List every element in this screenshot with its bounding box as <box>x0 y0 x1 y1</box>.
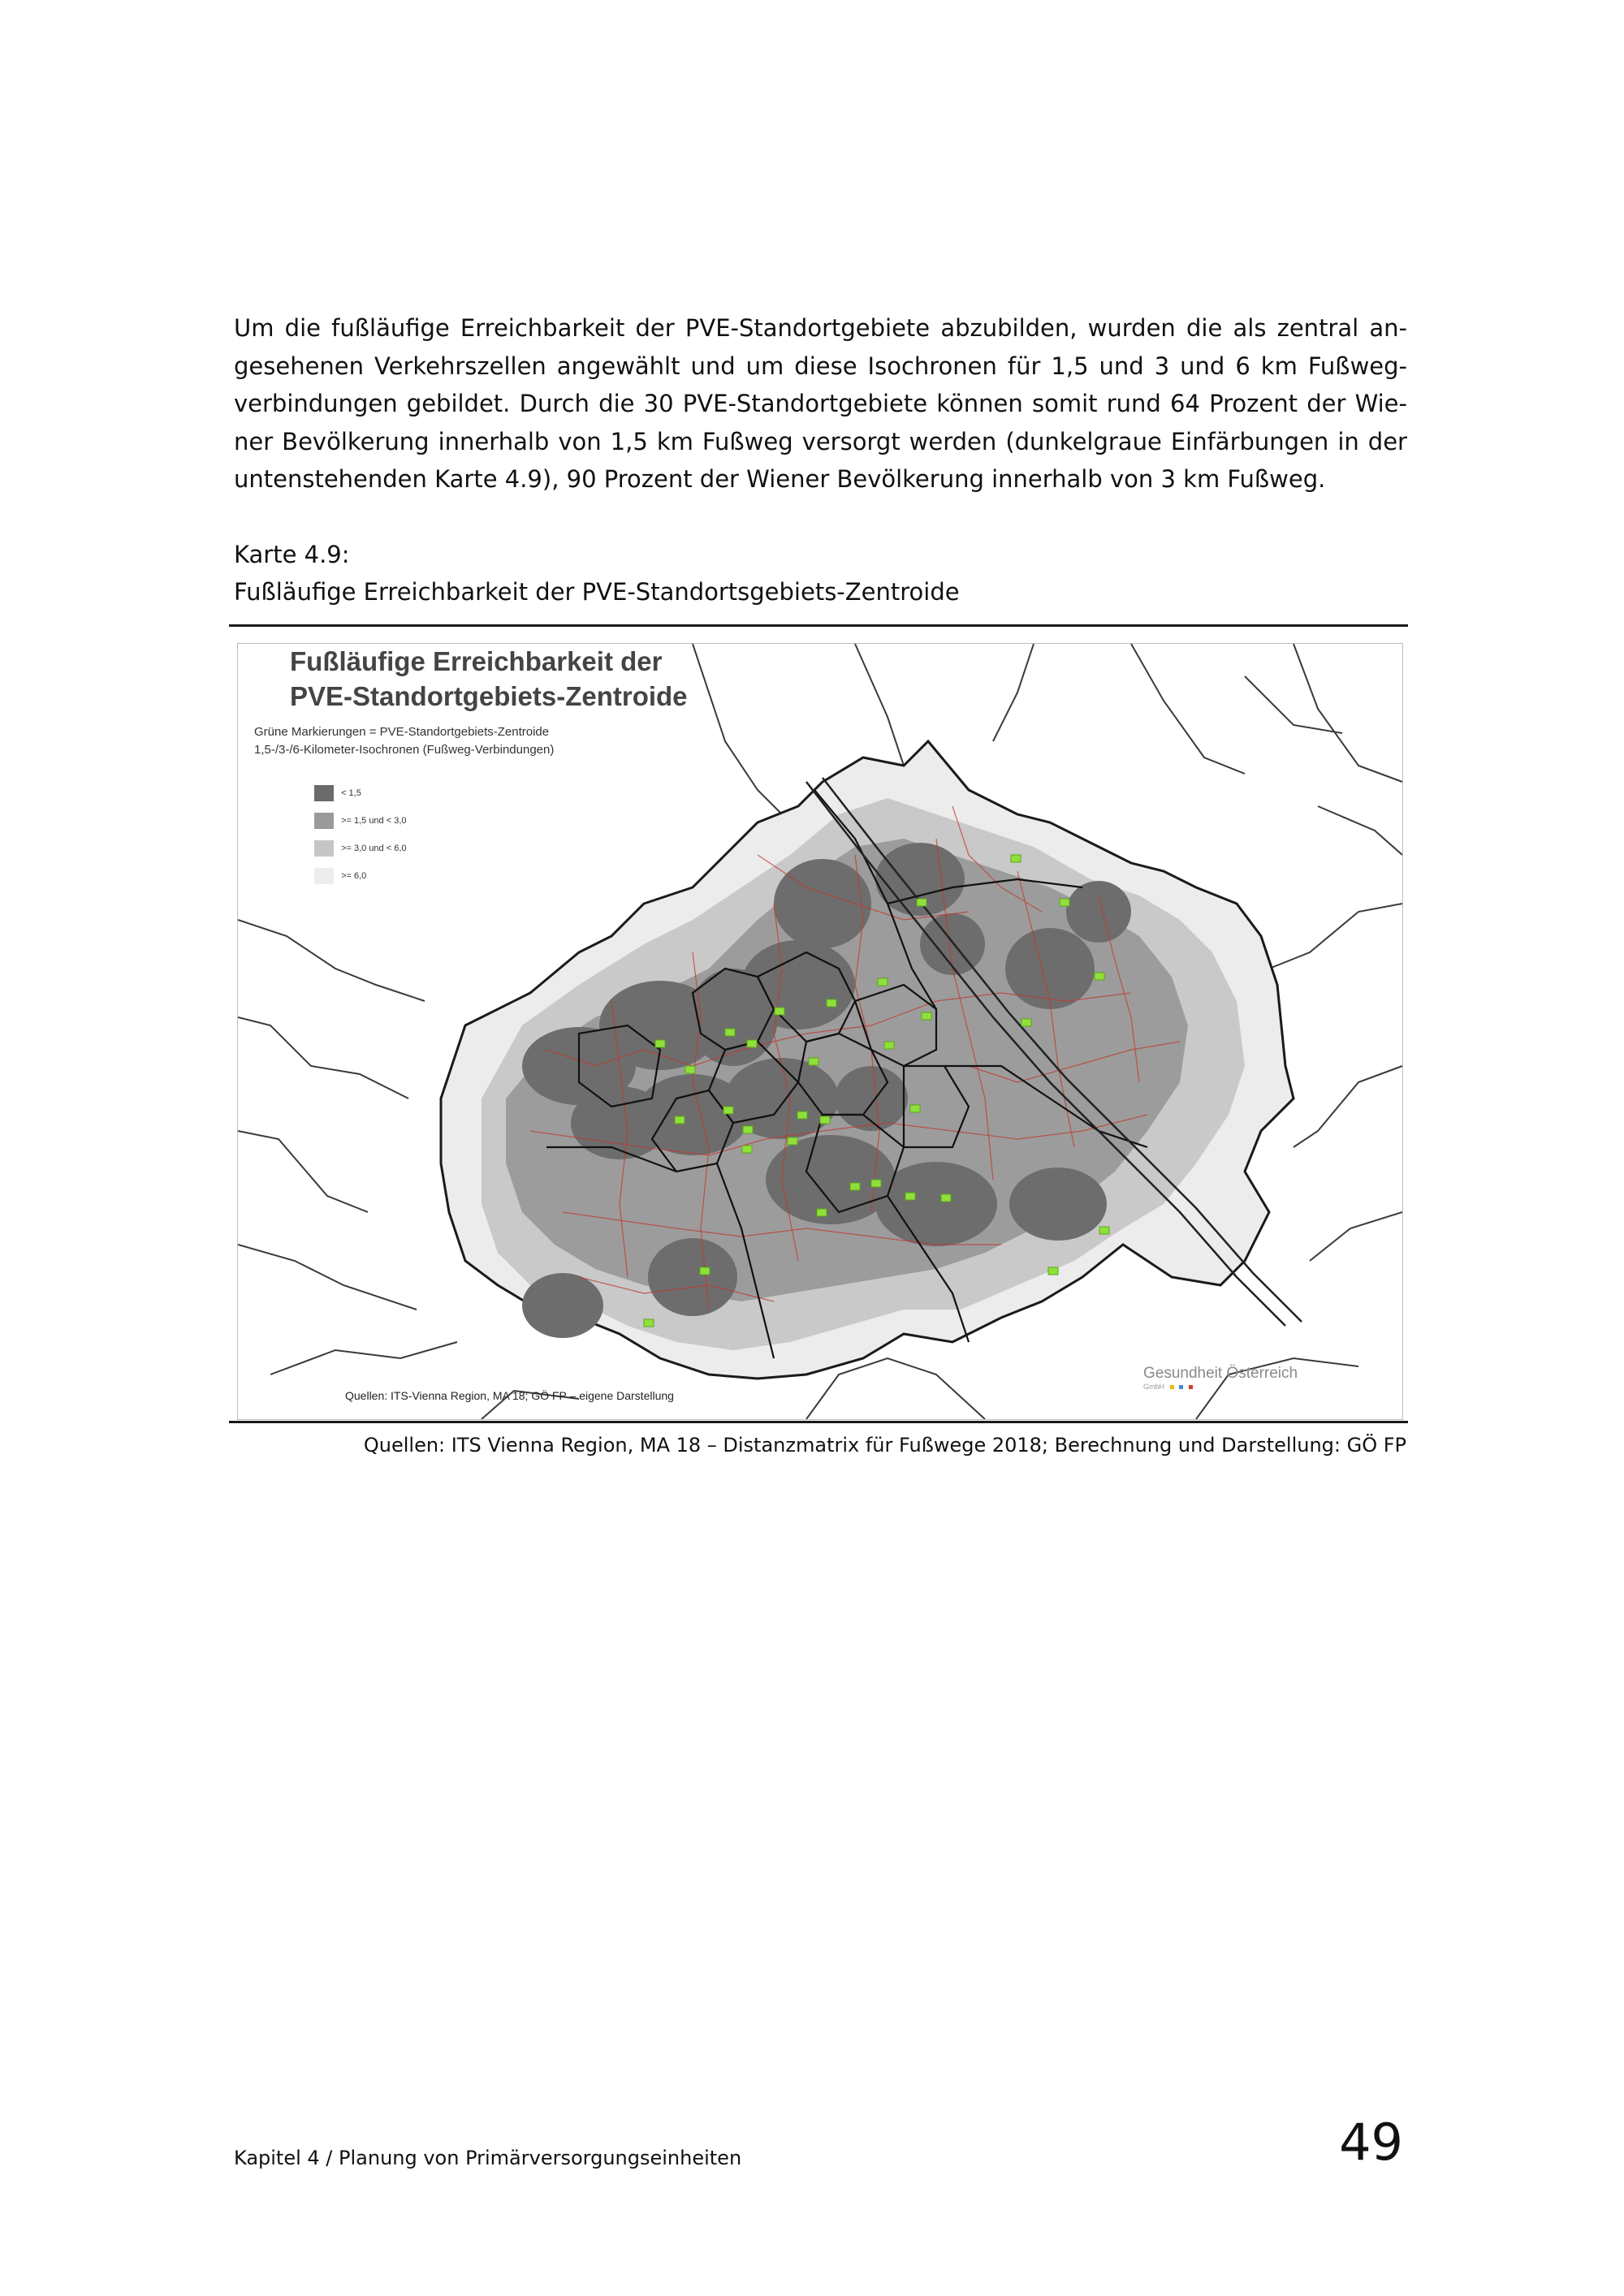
legend-item-label: >= 1,5 und < 3,0 <box>341 816 407 826</box>
paragraph-line: ner Bevölkerung innerhalb von 1,5 km Fußweg versorgt werden (dunkelgraue Einfärbungen in der <box>234 427 1407 455</box>
map-title <box>290 644 688 714</box>
vienna-map-graphic <box>238 644 1402 1419</box>
legend-swatch <box>314 868 334 884</box>
legend-item <box>314 783 361 803</box>
caption-label: Karte 4.9: <box>234 541 350 568</box>
legend-swatch <box>314 840 334 857</box>
legend-markers-text: Grüne Markierungen = PVE-Standortgebiets-Zentroide <box>254 725 550 739</box>
source-note: Quellen: ITS Vienna Region, MA 18 – Distanzmatrix für Fußwege 2018; Berechnung und Darstellung: GÖ FP <box>363 1434 1406 1457</box>
bottom-rule <box>229 1421 1408 1423</box>
logo-dot <box>1179 1385 1183 1389</box>
logo-text: Gesundheit Österreich <box>1143 1365 1298 1382</box>
paragraph-line: gesehenen Verkehrszellen angewählt und um diese Isochronen für 1,5 und 3 und 6 km Fußweg- <box>234 352 1407 380</box>
paragraph-line: untenstehenden Karte 4.9), 90 Prozent der Wiener Bevölkerung innerhalb von 3 km Fußweg. <box>234 465 1326 493</box>
map-title-line: Fußläufige Erreichbarkeit der <box>290 646 663 676</box>
logo-dot <box>1170 1385 1174 1389</box>
logo-gmbh: GmbH <box>1143 1383 1165 1391</box>
legend-item <box>314 839 407 858</box>
map-title-line: PVE-Standortgebiets-Zentroide <box>290 681 688 711</box>
legend-item <box>314 866 366 886</box>
goeg-logo <box>1143 1365 1298 1391</box>
logo-subtext <box>1143 1383 1298 1391</box>
logo-dot <box>1189 1385 1193 1389</box>
legend-item-label: >= 6,0 <box>341 871 367 881</box>
legend-item-label: >= 3,0 und < 6,0 <box>341 844 407 853</box>
top-rule <box>229 624 1408 627</box>
figure-caption <box>234 536 960 611</box>
legend-swatch <box>314 785 334 801</box>
body-paragraph <box>234 309 1407 498</box>
paragraph-line: Um die fußläufige Erreichbarkeit der PVE-Standortgebiete abzubilden, wurden die als zentral an- <box>234 314 1407 342</box>
map-figure <box>237 643 1403 1420</box>
legend-isochrones-text: 1,5-/3-/6-Kilometer-Isochronen (Fußweg-Verbindungen) <box>254 743 555 757</box>
footer-chapter: Kapitel 4 / Planung von Primärversorgungseinheiten <box>234 2147 742 2169</box>
paragraph-line: verbindungen gebildet. Durch die 30 PVE-Standortgebiete können somit rund 64 Prozent der Wie- <box>234 390 1407 417</box>
caption-title: Fußläufige Erreichbarkeit der PVE-Standortsgebiets-Zentroide <box>234 578 960 606</box>
legend-item-label: < 1,5 <box>341 788 361 798</box>
legend-swatch-box <box>308 774 486 902</box>
legend-swatch <box>314 813 334 829</box>
page-number: 49 <box>1339 2113 1403 2172</box>
legend-item <box>314 811 407 831</box>
map-source-text: Quellen: ITS-Vienna Region, MA 18; GÖ FP – eigene Darstellung <box>345 1389 674 1402</box>
map-legend <box>254 723 668 881</box>
